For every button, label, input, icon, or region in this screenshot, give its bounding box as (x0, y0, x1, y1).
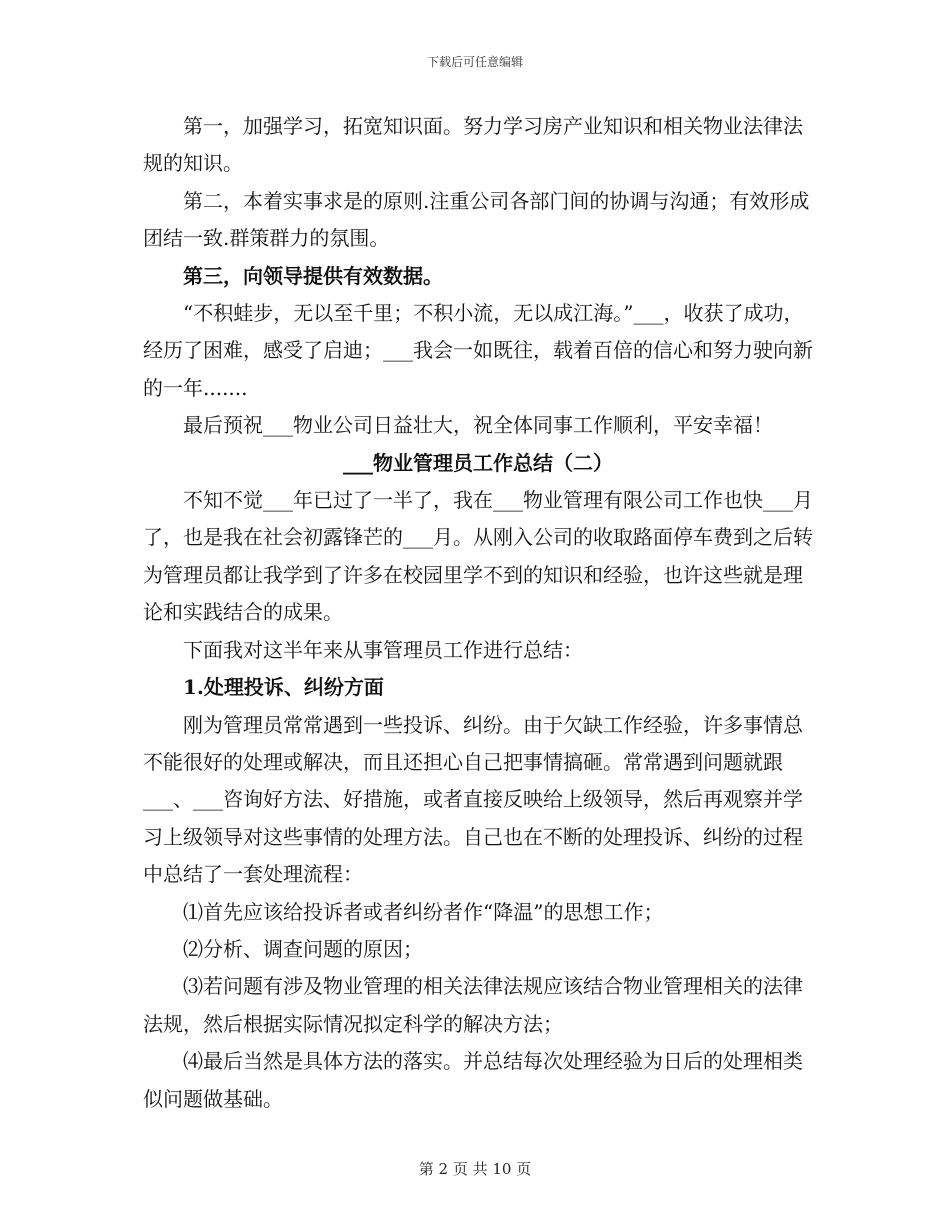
paragraph-10: 刚为管理员常常遇到一些投诉、纠纷。由于欠缺工作经验，许多事情总不能很好的处理或解决，而且还担心自己把事情搞砸。常常遇到问题就跟___、___咨询好方法、好措施，或者直接反映给上级领导，然后再观察并学习上级领导对这些事情的处理方法。自己也在不断的处理投诉、纠纷的过程中总结了一套处理流程： (143, 712, 803, 887)
subsection-heading: 1.处理投诉、纠纷方面 (183, 675, 384, 700)
section-title: ___物业管理员工作总结（二） (343, 450, 613, 475)
paragraph-7: 不知不觉___年已过了一半了，我在___物业管理有限公司工作也快___月了，也是我在社会初露锋芒的___月。从刚入公司的收取路面停车费到之后转为管理员都让我学到了许多在校园里学不到的知识和经验，也许这些就是理论和实践结合的成果。 (143, 488, 813, 625)
page-header: 下载后可任意编辑 (426, 55, 523, 69)
list-item-1: ⑴首先应该给投诉者或者纠纷者作“降温”的思想工作； (183, 899, 664, 924)
paragraph-8: 下面我对这半年来从事管理员工作进行总结： (183, 637, 583, 662)
document-body (143, 108, 813, 1118)
paragraph-3-heading: 第三，向领导提供有效数据。 (183, 263, 443, 288)
page-footer: 第 2 页 共 10 页 (418, 1160, 532, 1178)
paragraph-1: 第一，加强学习，拓宽知识面。努力学习房产业知识和相关物业法律法规的知识。 (143, 114, 803, 176)
list-item-4: ⑷最后当然是具体方法的落实。并总结每次处理经验为日后的处理相类似问题做基础。 (143, 1049, 803, 1111)
list-item-2: ⑵分析、调查问题的原因； (183, 936, 423, 961)
list-item-3: ⑶若问题有涉及物业管理的相关法律法规应该结合物业管理相关的法律法规，然后根据实际情况拟定科学的解决方法； (143, 974, 803, 1036)
paragraph-2: 第二，本着实事求是的原则.注重公司各部门间的协调与沟通；有效形成团结一致.群策群力的氛围。 (143, 188, 810, 251)
paragraph-5: 最后预祝___物业公司日益壮大，祝全体同事工作顺利，平安幸福！ (183, 413, 773, 438)
paragraph-4: “不积蛙步，无以至千里；不积小流，无以成江海。”___，收获了成功，经历了困难，感受了启迪；___我会一如既往，载着百倍的信心和努力驶向新的一年....... (143, 301, 813, 400)
